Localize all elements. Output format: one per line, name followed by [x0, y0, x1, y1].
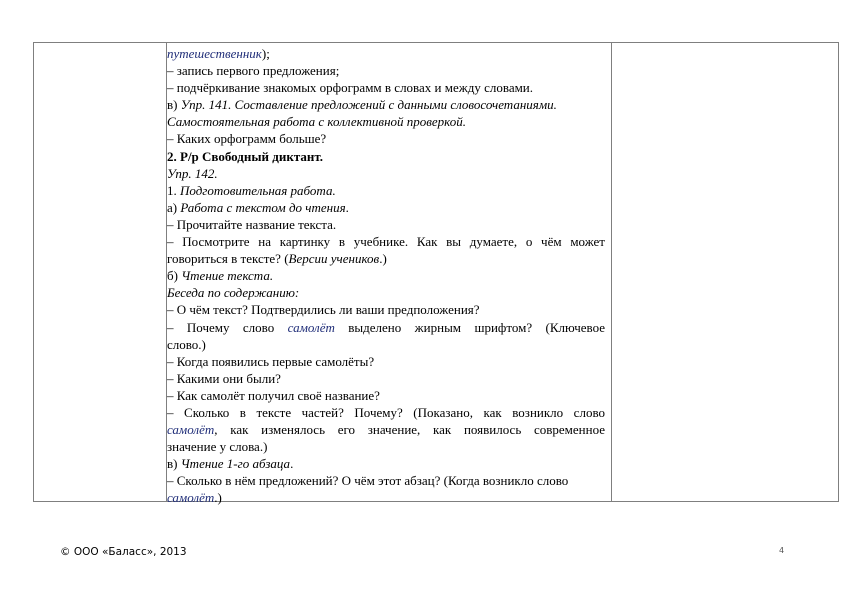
column-divider-right	[611, 43, 612, 501]
page-number: 4	[779, 546, 785, 555]
line-1: путешественник);	[167, 46, 270, 61]
line-20: – Какими они были?	[167, 370, 281, 386]
line-10: а) Работа с текстом до чтения.	[167, 199, 349, 215]
line-19: – Когда появились первые самолёты?	[167, 353, 375, 369]
line-17: – Почему слово самолёт выделено жирным шрифтом? (Ключевое	[167, 319, 605, 335]
line-24: значение у слова.)	[167, 439, 268, 455]
line-4: в) Упр. 141. Составление предложений с данными словосочетаниями.	[167, 97, 557, 113]
line-27: самолёт.)	[167, 490, 222, 506]
line-9: 1. Подготовительная работа.	[167, 182, 336, 198]
line-3: – подчёркивание знакомых орфограмм в словах и между словами.	[167, 80, 534, 96]
line-25: в) Чтение 1-го абзаца.	[167, 456, 294, 472]
line-5: Самостоятельная работа с коллективной проверкой.	[167, 114, 467, 130]
line-23: самолёт, как изменялось его значение, как появилось современное	[167, 422, 605, 438]
line-22: – Сколько в тексте частей? Почему? (Показано, как возникло слово	[167, 404, 605, 420]
exercise-label: Упр. 142.	[167, 165, 218, 181]
line-16: – О чём текст? Подтвердились ли ваши предположения?	[167, 302, 480, 318]
line-14: б) Чтение текста.	[167, 268, 274, 284]
line-21: – Как самолёт получил своё название?	[167, 387, 380, 403]
line-26: – Сколько в нём предложений? О чём этот абзац? (Когда возникло слово	[167, 473, 569, 489]
line-15: Беседа по содержанию:	[167, 285, 300, 301]
line-12: – Посмотрите на картинку в учебнике. Как вы думаете, о чём может	[167, 234, 605, 250]
line-13: говориться в тексте? (Версии учеников.)	[167, 251, 387, 267]
section-heading: 2. Р/р Свободный диктант.	[167, 148, 324, 164]
lesson-table	[33, 42, 839, 506]
line-2: – запись первого предложения;	[167, 63, 340, 79]
lesson-content	[167, 45, 605, 507]
line-11: – Прочитайте название текста.	[167, 216, 337, 232]
line-6: – Каких орфограмм больше?	[167, 131, 327, 147]
footer-copyright: © ООО «Баласс», 2013	[60, 546, 187, 558]
line-18: слово.)	[167, 336, 206, 352]
